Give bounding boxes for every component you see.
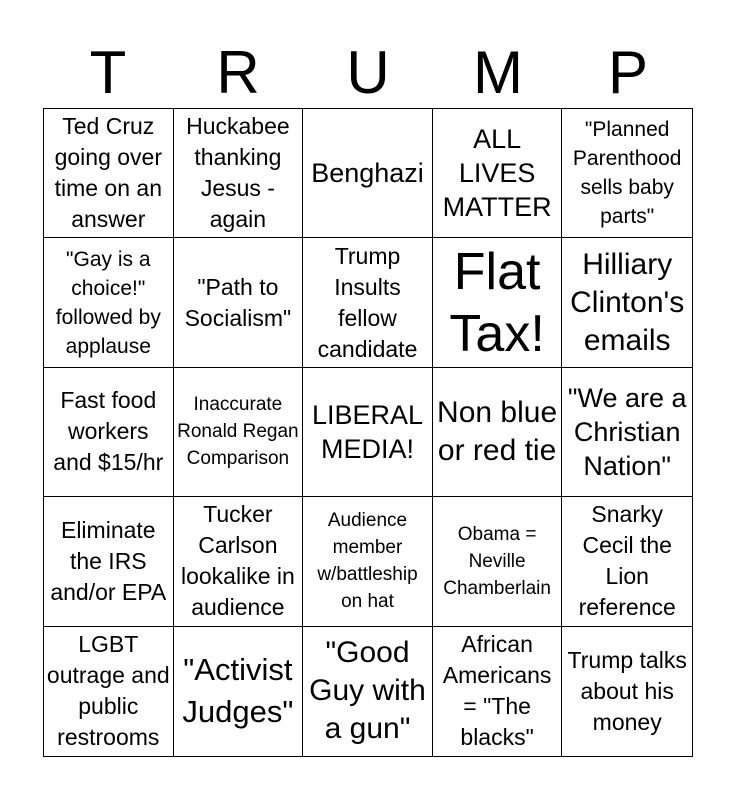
bingo-cell[interactable] <box>174 238 304 367</box>
bingo-cell-text: Eliminate the IRS and/or EPA <box>50 516 167 605</box>
bingo-cell-text: "Good Guy with a gun" <box>309 636 426 746</box>
bingo-cell[interactable] <box>562 238 692 367</box>
header-letter-t: T <box>89 39 127 106</box>
bingo-cell[interactable] <box>174 368 304 497</box>
header-letter-p: P <box>607 39 649 106</box>
bingo-cell-text: "Path to Socialism" <box>184 273 292 331</box>
bingo-cell-text: Ted Cruz going over time on an answer <box>54 113 162 233</box>
bingo-cell-text: ALL LIVES MATTER <box>442 124 552 223</box>
bingo-cell-text: African Americans = "The blacks" <box>442 631 552 751</box>
bingo-cell-text: Inaccurate Ronald Regan Comparison <box>177 394 299 470</box>
bingo-cell[interactable] <box>303 238 433 367</box>
bingo-header <box>43 38 693 108</box>
bingo-cell[interactable] <box>303 368 433 497</box>
bingo-cell-text: Flat Tax! <box>449 242 545 363</box>
bingo-cell[interactable] <box>433 109 563 238</box>
bingo-cell[interactable] <box>303 497 433 626</box>
bingo-cell-text: Obama = Neville Chamberlain <box>443 523 551 599</box>
bingo-cell[interactable] <box>44 238 174 367</box>
bingo-card-grid <box>43 108 693 757</box>
bingo-cell-text: LIBERAL MEDIA! <box>311 399 424 464</box>
bingo-cell[interactable] <box>562 368 692 497</box>
bingo-cell[interactable] <box>174 109 304 238</box>
header-letter-u: U <box>346 39 390 106</box>
bingo-cell-text: Snarky Cecil the Lion reference <box>578 501 676 621</box>
bingo-cell-text: Audience member w/battleship on hat <box>317 510 418 613</box>
bingo-cell[interactable] <box>44 497 174 626</box>
bingo-cell[interactable] <box>562 109 692 238</box>
header-letter-m: M <box>473 39 523 106</box>
bingo-cell-text: Trump Insults fellow candidate <box>317 242 418 362</box>
bingo-cell-text: "Activist Judges" <box>182 652 294 730</box>
bingo-cell-text: Benghazi <box>311 158 424 189</box>
bingo-cell-text: Non blue or red tie <box>437 395 558 467</box>
bingo-cell-text: Hilliary Clinton's emails <box>570 247 685 357</box>
bingo-cell[interactable] <box>303 627 433 756</box>
bingo-cell[interactable] <box>44 368 174 497</box>
bingo-cell[interactable] <box>562 497 692 626</box>
bingo-cell-text: Tucker Carlson lookalike in audience <box>180 501 295 621</box>
bingo-cell[interactable] <box>562 627 692 756</box>
bingo-cell[interactable] <box>174 497 304 626</box>
bingo-cell-text: Huckabee thanking Jesus - again <box>186 113 290 233</box>
bingo-cell[interactable] <box>44 109 174 238</box>
bingo-cell[interactable] <box>433 238 563 367</box>
bingo-cell-text: Trump talks about his money <box>567 646 687 735</box>
bingo-cell[interactable] <box>44 627 174 756</box>
bingo-cell-text: "Planned Parenthood sells baby parts" <box>572 118 682 229</box>
bingo-cell-text: "Gay is a choice!" followed by applause <box>55 247 161 358</box>
bingo-cell-text: Fast food workers and $15/hr <box>53 387 164 476</box>
bingo-cell[interactable] <box>433 627 563 756</box>
header-letter-r: R <box>216 39 260 106</box>
bingo-cell[interactable] <box>433 368 563 497</box>
bingo-cell[interactable] <box>174 627 304 756</box>
bingo-cell[interactable] <box>433 497 563 626</box>
bingo-cell-text: LGBT outrage and public restrooms <box>46 631 170 751</box>
bingo-cell-text: "We are a Christian Nation" <box>567 382 687 481</box>
bingo-cell[interactable] <box>303 109 433 238</box>
